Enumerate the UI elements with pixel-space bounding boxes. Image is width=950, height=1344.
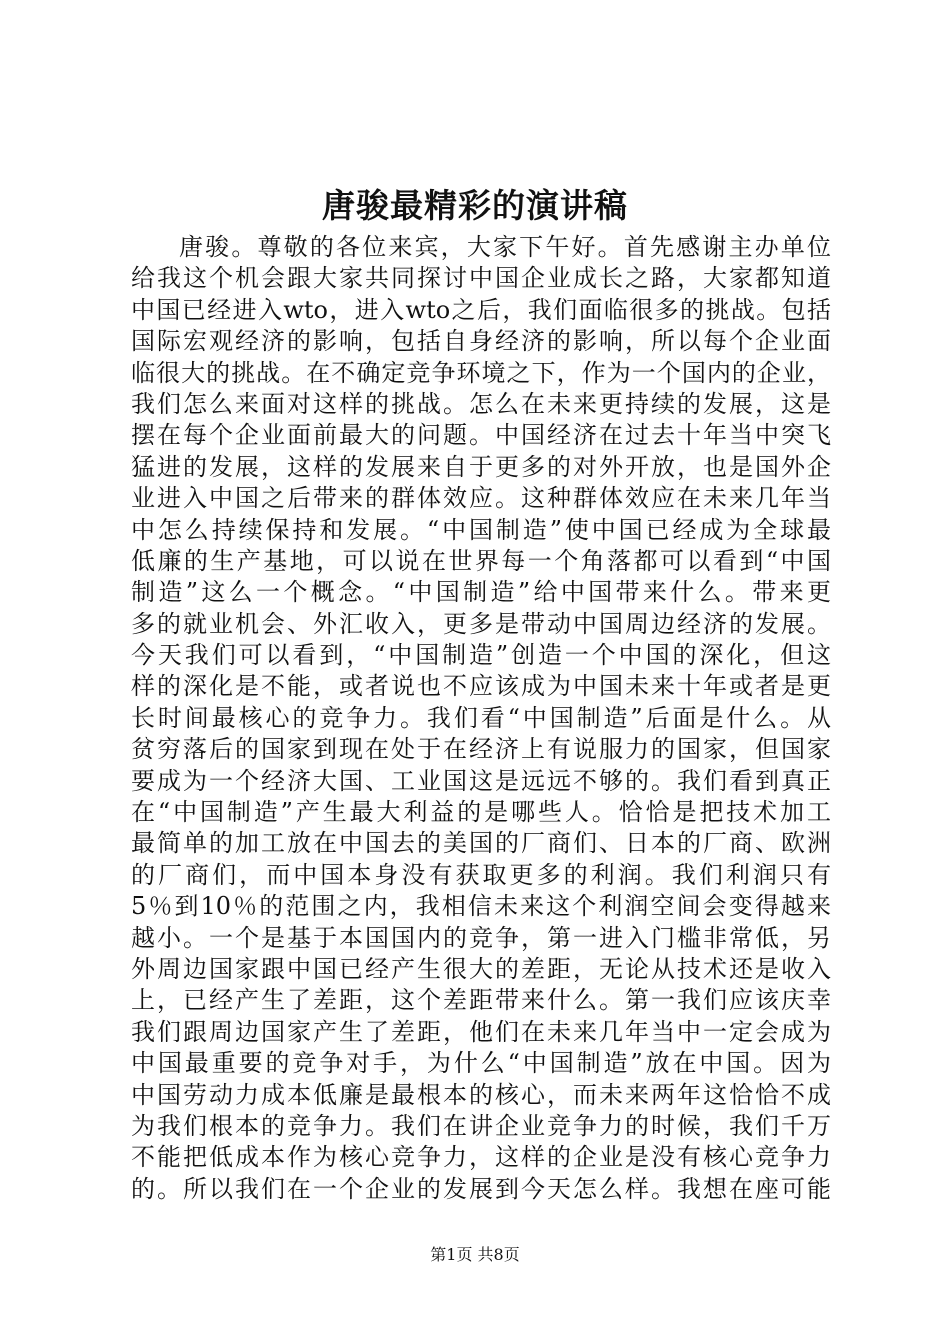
body-line: 多的就业机会、外汇收入，更多是带动中国周边经济的发展。 <box>131 609 831 638</box>
body-line: 5％到10％的范围之内，我相信未来这个利润空间会变得越来 <box>131 892 831 921</box>
body-line: 制造”这么一个概念。“中国制造”给中国带来什么。带来更 <box>131 578 831 607</box>
body-line: 给我这个机会跟大家共同探讨中国企业成长之路，大家都知道 <box>131 264 831 293</box>
body-line: 贫穷落后的国家到现在处于在经济上有说服力的国家，但国家 <box>131 735 831 764</box>
body-line: 我们跟周边国家产生了差距，他们在未来几年当中一定会成为 <box>131 1017 831 1046</box>
body-line: 业进入中国之后带来的群体效应。这种群体效应在未来几年当 <box>131 484 831 513</box>
body-line: 的厂商们，而中国本身没有获取更多的利润。我们利润只有 <box>131 860 831 889</box>
page-title: 唐骏最精彩的演讲稿 <box>322 186 628 225</box>
body-line: 不能把低成本作为核心竞争力，这样的企业是没有核心竞争力 <box>131 1143 831 1172</box>
body-line: 国际宏观经济的影响，包括自身经济的影响，所以每个企业面 <box>131 327 831 356</box>
body-line: 的。所以我们在一个企业的发展到今天怎么样。我想在座可能 <box>131 1174 831 1203</box>
body-line: 唐骏。尊敬的各位来宾，大家下午好。首先感谢主办单位 <box>179 233 831 261</box>
body-line: 要成为一个经济大国、工业国这是远远不够的。我们看到真正 <box>131 766 831 795</box>
body-line: 最简单的加工放在中国去的美国的厂商们、日本的厂商、欧洲 <box>131 829 831 858</box>
body-line: 越小。一个是基于本国国内的竞争，第一进入门槛非常低，另 <box>131 923 831 952</box>
body-line: 今天我们可以看到，“中国制造”创造一个中国的深化，但这 <box>131 641 831 670</box>
body-line: 在“中国制造”产生最大利益的是哪些人。恰恰是把技术加工 <box>131 798 831 827</box>
body-line: 中国已经进入wto，进入wto之后，我们面临很多的挑战。包括 <box>131 295 831 324</box>
body-line: 中国劳动力成本低廉是最根本的核心，而未来两年这恰恰不成 <box>131 1080 831 1109</box>
body-line: 中国最重要的竞争对手，为什么“中国制造”放在中国。因为 <box>131 1049 831 1078</box>
body-line: 临很大的挑战。在不确定竞争环境之下，作为一个国内的企业， <box>131 358 831 387</box>
body-line: 低廉的生产基地，可以说在世界每一个角落都可以看到“中国 <box>131 546 831 575</box>
body-line: 中怎么持续保持和发展。“中国制造”使中国已经成为全球最 <box>131 515 831 544</box>
page-footer: 第1页 共8页 <box>430 1245 520 1264</box>
body-line: 长时间最核心的竞争力。我们看“中国制造”后面是什么。从 <box>131 703 831 732</box>
body-line: 外周边国家跟中国已经产生很大的差距，无论从技术还是收入 <box>131 954 831 983</box>
body-line: 猛进的发展，这样的发展来自于更多的对外开放，也是国外企 <box>131 452 831 481</box>
body-line: 我们怎么来面对这样的挑战。怎么在未来更持续的发展，这是 <box>131 389 831 418</box>
body-line: 为我们根本的竞争力。我们在讲企业竞争力的时候，我们千万 <box>131 1111 831 1140</box>
body-line: 摆在每个企业面前最大的问题。中国经济在过去十年当中突飞 <box>131 421 831 450</box>
body-line: 样的深化是不能，或者说也不应该成为中国未来十年或者是更 <box>131 672 831 701</box>
body-line: 上，已经产生了差距，这个差距带来什么。第一我们应该庆幸 <box>131 986 831 1015</box>
body-paragraph <box>131 232 831 1205</box>
